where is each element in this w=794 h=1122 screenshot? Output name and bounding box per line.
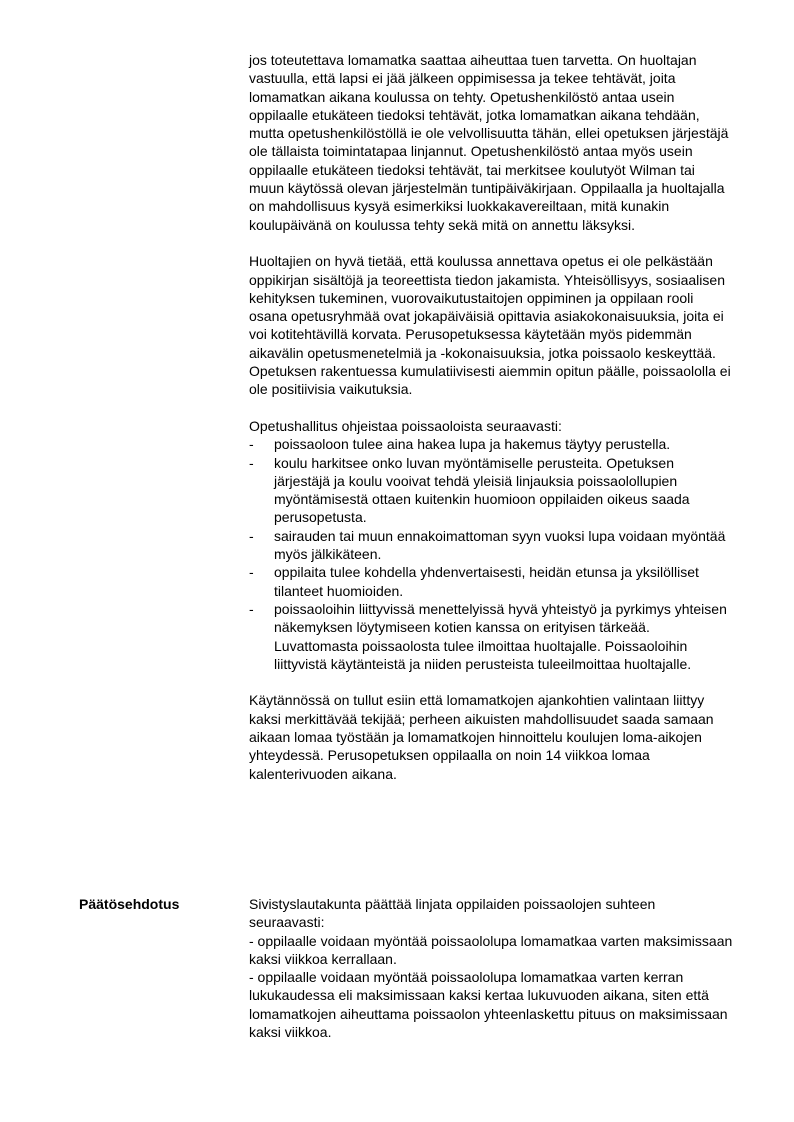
guidance-list-item bbox=[249, 563, 733, 600]
guidance-item-text: sairauden tai muun ennakoimattoman syyn vuoksi lupa voidaan myöntää myös jälkikäteen. bbox=[274, 527, 726, 563]
closing-paragraph: Käytännössä on tullut esiin että lomamatkojen ajankohtien valintaan liittyy kaksi merkittävää tekijää; perheen aikuisten mahdollisuudet saada samaan aikaan lomaa työstään ja lomamatkojen hinnoittelu koulujen loma-aikojen yhteydessä. Perusopetuksen oppilaalla on noin 14 viikkoa lomaa kalenterivuoden aikana. bbox=[249, 692, 714, 782]
dash-bullet: - bbox=[249, 527, 254, 544]
decision-proposal-text bbox=[249, 895, 733, 1041]
paragraph-gap bbox=[249, 673, 733, 691]
decision-proposal-label: Päätösehdotus bbox=[79, 896, 180, 912]
paragraph-gap bbox=[249, 399, 733, 417]
guidance-item-text: poissaoloihin liittyvissä menettelyissä hyvä yhteistyö ja pyrkimys yhteisen näkemyksen löytymiseen kotien kanssa on erityisen tärkeää. Luvattomasta poissaolosta tulee ilmoittaa huoltajalle. Poissaoloihin liittyvistä käytänteistä ja niiden perusteista tuleeilmoittaa huoltajalle. bbox=[274, 600, 727, 672]
guidance-item-text: oppilaita tulee kohdella yhdenvertaisesti, heidän etunsa ja yksilölliset tilanteet huomioiden. bbox=[274, 564, 699, 599]
dash-bullet: - bbox=[249, 600, 254, 617]
guidance-list-item bbox=[249, 527, 733, 564]
guidance-item-text: poissaoloon tulee aina hakea lupa ja hakemus täytyy perustella. bbox=[274, 436, 671, 453]
continuation-paragraph: jos toteutettava lomamatka saattaa aiheuttaa tuen tarvetta. On huoltajan vastuulla, että lapsi ei jää jälkeen oppimisessa ja tekee tehtävät, joita lomamatkan aikana koulussa on tehty. Opetushenkilöstö antaa usein oppilaalle etukäteen tiedoksi tehtävät, jotka lomamatkan aikana tehdään, mutta opetushenkilöstöllä ie ole velvollisuutta tähän, ellei opetuksen järjestäjä ole tällaista toimintatapaa linjannut. Opetushenkilöstö antaa myös usein oppilaalle etukäteen tiedoksi tehtävät, tai merkitsee koulutyöt Wilman tai muun käytössä olevan järjestelmän tuntipäiväkirjaan. Oppilaalla ja huoltajalla on mahdollisuus kysyä esimerkiksi luokkakavereiltaan, mitä kunakin koulupäivänä on koulussa tehty sekä mitä on annettu läksyksi. bbox=[249, 52, 729, 233]
dash-bullet: - bbox=[249, 454, 254, 471]
proposal-line: Sivistyslautakunta päättää linjata oppilaiden poissaolojen suhteen seuraavasti: bbox=[249, 896, 656, 931]
proposal-line: - oppilaalle voidaan myöntää poissaololupa lomamatkaa varten maksimissaan kaksi viikkoa kerrallaan. bbox=[249, 932, 733, 967]
paragraph-gap bbox=[249, 234, 733, 252]
guidance-list-item bbox=[249, 454, 733, 527]
guidance-list-item bbox=[249, 600, 733, 673]
proposal-line: - oppilaalle voidaan myöntää poissaololupa lomamatkaa varten kerran lukukaudessa eli maksimissaan kaksi kertaa lukuvuoden aikana, siten että lomamatkojen aiheuttama poissaolon yhteenlaskettu pituus on maksimissaan kaksi viikkoa. bbox=[249, 969, 728, 1041]
guidance-list-item bbox=[249, 435, 733, 453]
continuation-paragraph: Huoltajien on hyvä tietää, että koulussa annettava opetus ei ole pelkästään oppikirjan sisältöjä ja teoreettista tiedon jakamista. Yhteisöllisyys, sosiaalisen kehityksen tukeminen, vuorovaikutustaitojen oppiminen ja oppilaan rooli osana opetusryhmää ovat jokapäiväisiä opittavia asiakokonaisuuksia, joita ei voi kotitehtävillä korvata. Perusopetuksessa käytetään myös pidemmän aikavälin opetusmenetelmiä ja -kokonaisuuksia, jotka poissaolo keskeyttää. Opetuksen rakentuessa kumulatiivisesti aiemmin opitun päälle, poissaololla ei ole positiivisia vaikutuksia. bbox=[249, 253, 731, 398]
guidance-item-text: koulu harkitsee onko luvan myöntämiselle perusteita. Opetuksen järjestäjä ja koulu vooivat tehdä yleisiä linjauksia poissaolollupien myöntämisestä ottaen kuitenkin huomioon oppilaiden oikeus saada perusopetusta. bbox=[274, 454, 690, 526]
guidance-intro: Opetushallitus ohjeistaa poissaoloista seuraavasti: bbox=[249, 417, 562, 434]
body-text-column bbox=[249, 51, 733, 783]
dash-bullet: - bbox=[249, 436, 254, 453]
dash-bullet: - bbox=[249, 564, 254, 581]
guidance-list bbox=[249, 435, 733, 673]
